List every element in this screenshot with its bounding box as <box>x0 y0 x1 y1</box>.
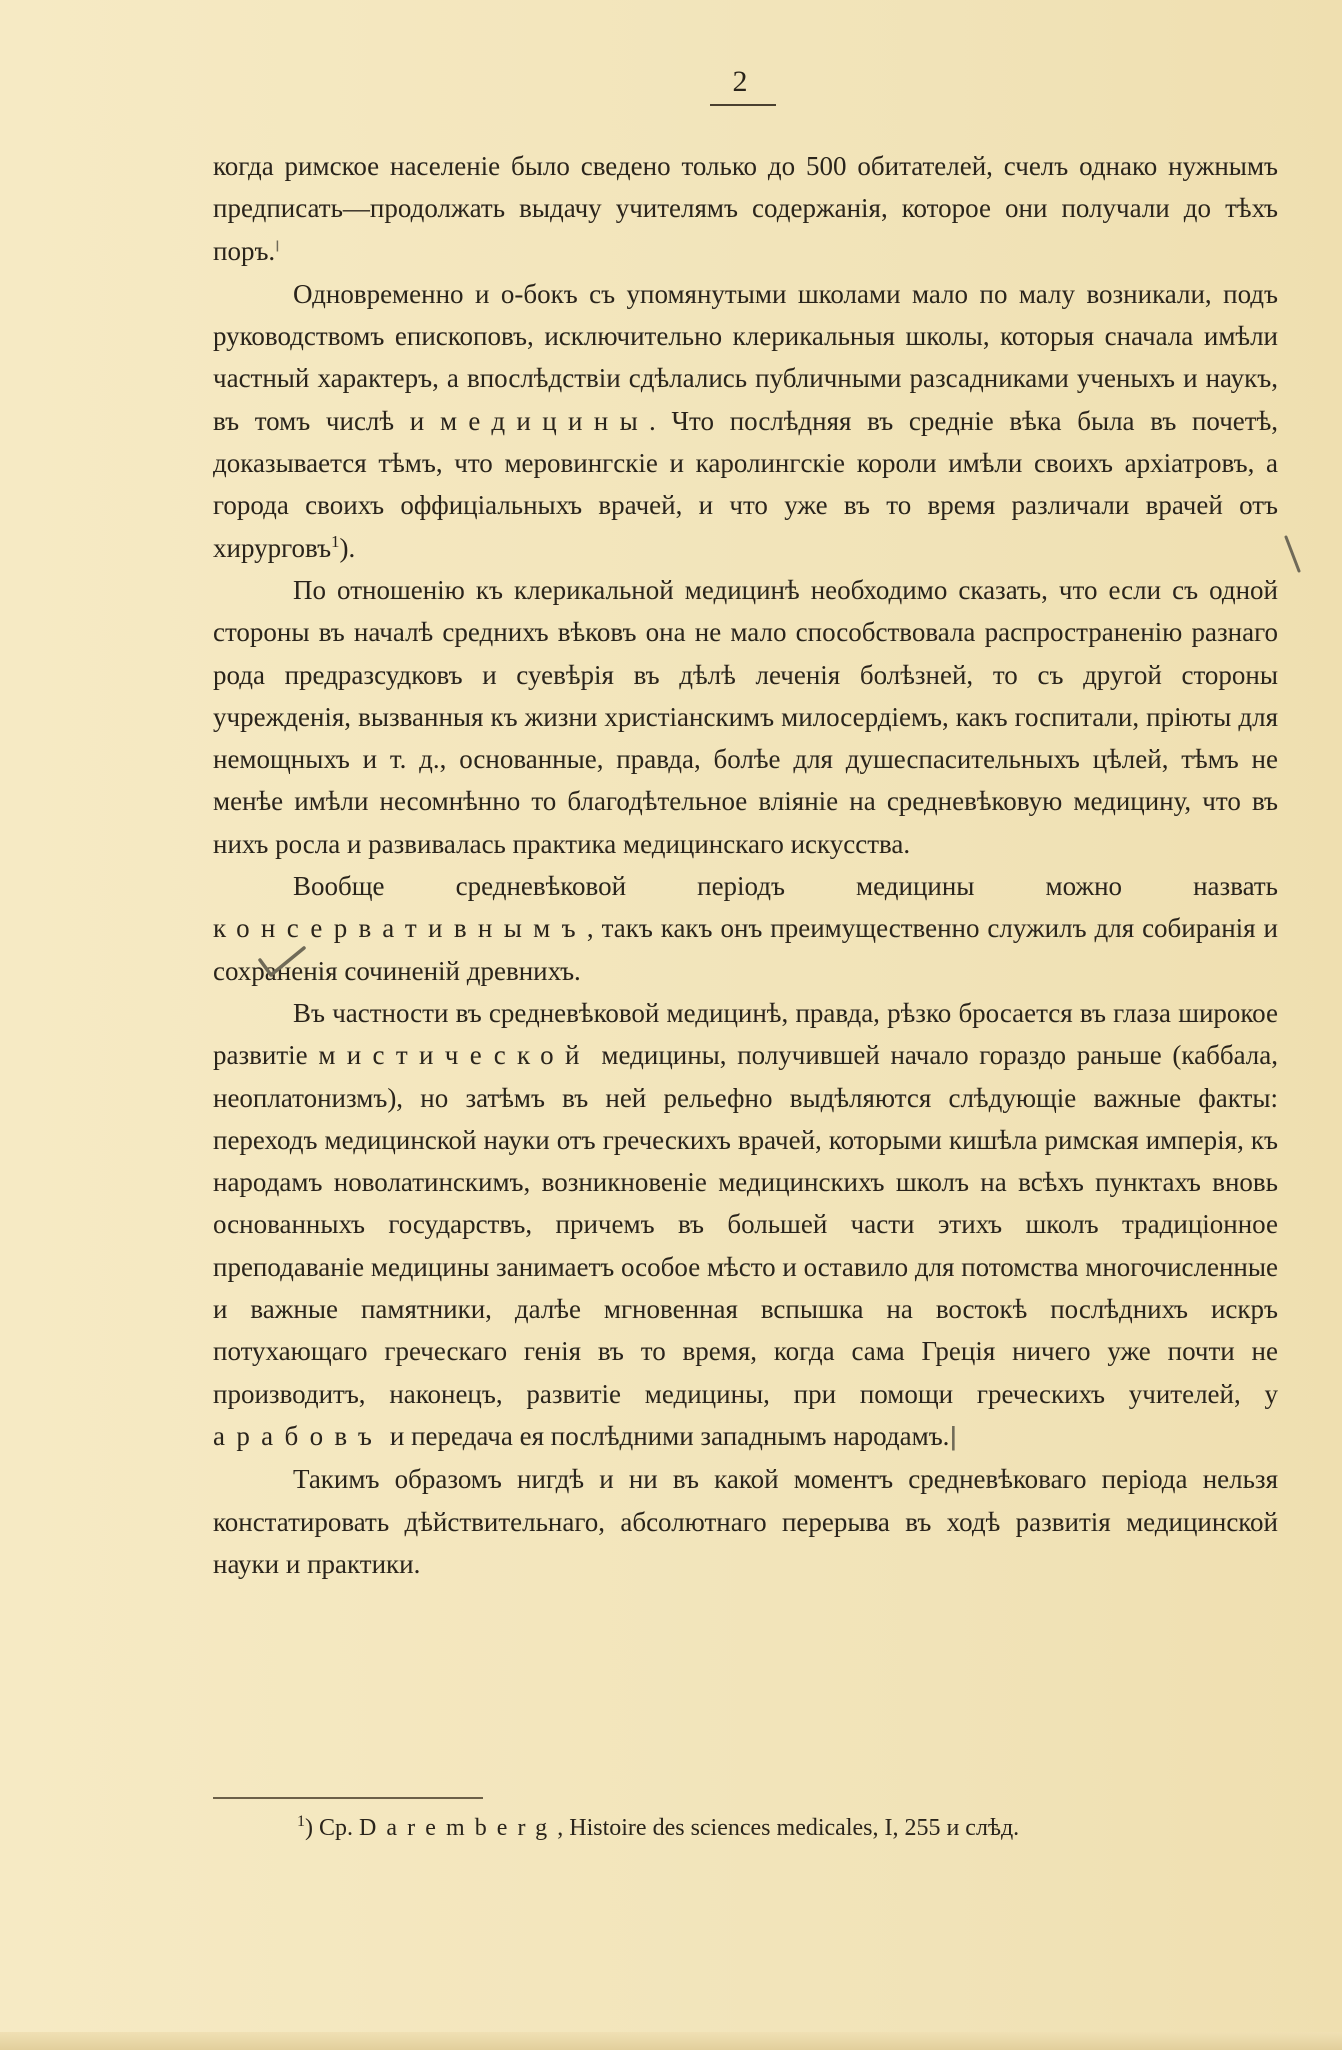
pencil-mark: ǀ <box>949 1421 958 1452</box>
spaced-term-medicine: медицины <box>439 405 650 436</box>
footnote-citation: , Histoire des sciences medicales, I, 255 и слѣд. <box>557 1815 1020 1841</box>
paragraph-5-text-c: и передача ея послѣдними западнымъ народамъ. <box>383 1420 950 1451</box>
footnote <box>297 1811 1277 1845</box>
paragraph-2-text-b: . Что послѣдняя въ средніе вѣка была въ почетѣ, доказывается тѣмъ, что меровингскіе и каролингскіе короли имѣли своихъ архіатровъ, а города своихъ оффиціальныхъ врачей, и что уже въ то время различали врачей отъ хирурговъ <box>213 405 1279 563</box>
spaced-term-conservative: консервативнымъ <box>213 913 587 944</box>
paragraph-5-text-a: Въ частности въ средневѣковой медицинѣ, правда, рѣзко бросается въ глаза широкое развитіе <box>213 997 1278 1071</box>
paragraph-1 <box>213 145 1278 273</box>
paragraph-3 <box>213 569 1278 865</box>
footnote-separator <box>213 1797 483 1799</box>
footnote-number-suffix: ) <box>305 1815 313 1841</box>
paragraph-5 <box>213 992 1278 1458</box>
pencil-tick-icon <box>1281 534 1307 574</box>
paragraph-2-text-a: Одновременно и о-бокъ съ упомянутыми школами мало по малу возникали, подъ руководствомъ епископовъ, исключительно клерикальныя школы, которыя сначала имѣли частный характеръ, а впослѣдствіи сдѣлались публичными разсадниками ученыхъ и наукъ, въ томъ числѣ и <box>213 278 1278 436</box>
spaced-term-mystical: мистической <box>318 1040 591 1071</box>
paragraph-4 <box>213 865 1278 992</box>
page-number-underline <box>710 104 776 106</box>
page-bottom-edge <box>0 2032 1342 2050</box>
pencil-checkmark-icon <box>257 944 307 980</box>
footnote-author: Daremberg <box>359 1815 558 1841</box>
paragraph-1-text: когда римское населеніе было сведено только до 500 обитателей, счелъ однако нужнымъ предписать—продолжать выдачу учителямъ содержанія, которое они получали до тѣхъ поръ. <box>213 151 1278 266</box>
body-text <box>213 145 1278 1585</box>
footnote-prefix: Cp. <box>319 1815 360 1841</box>
paragraph-4-text-a: Вообще средневѣковой періодъ медицины можно назвать <box>293 871 1278 902</box>
paragraph-4-text-b: , такъ какъ онъ преимущественно служилъ для собиранія и сохраненія сочиненій древнихъ. <box>213 913 1278 986</box>
paragraph-6 <box>213 1458 1278 1585</box>
page-number: 2 <box>732 65 748 98</box>
spaced-term-arabs: арабовъ <box>213 1420 384 1451</box>
pencil-mark: ˡ <box>275 236 280 267</box>
footnote-reference: 1 <box>331 531 340 551</box>
paragraph-2 <box>213 273 1278 569</box>
paragraph-5-text-b: медицины, получившей начало гораздо раньше (каббала, неоплатонизмъ), но затѣмъ въ ней рельефно выдѣляются слѣдующіе важные факты: переходъ медицинской науки отъ греческихъ врачей, которыми кишѣла римская имперія, къ народамъ новолатинскимъ, возникновеніе медицинскихъ школъ на всѣхъ пунктахъ вновь основанныхъ государствъ, причемъ въ большей части этихъ школъ традиціонное преподаваніе медицины занимаетъ особое мѣсто и оставило для потомства многочисленные и важные памятники, далѣе мгновенная вспышка на востокѣ послѣднихъ искръ потухающаго греческаго генія въ то время, когда сама Греція ничего уже почти не производитъ, наконецъ, развитіе медицины, при помощи греческихъ учителей, у <box>213 1040 1278 1409</box>
paragraph-6-text: Такимъ образомъ нигдѣ и ни въ какой моментъ средневѣковаго періода нельзя констатировать дѣйствительнаго, абсолютнаго перерыва въ ходѣ развитія медицинской науки и практики. <box>213 1464 1278 1579</box>
paragraph-2-text-c: ). <box>339 532 356 563</box>
paragraph-3-text: По отношенію къ клерикальной медицинѣ необходимо сказать, что если съ одной стороны въ началѣ среднихъ вѣковъ она не мало способствовала распространенію разнаго рода предразсудковъ и суевѣрія въ дѣлѣ леченія болѣзней, то съ другой стороны учрежденія, вызванныя къ жизни христіанскимъ милосердіемъ, какъ госпитали, пріюты для немощныхъ и т. д., основанные, правда, болѣе для душеспасительныхъ цѣлей, тѣмъ не менѣе имѣли несомнѣнно то благодѣтельное вліяніе на средневѣковую медицину, что въ нихъ росла и развивалась практика медицинскаго искусства. <box>213 574 1278 859</box>
footnote-number: 1 <box>297 1813 305 1830</box>
